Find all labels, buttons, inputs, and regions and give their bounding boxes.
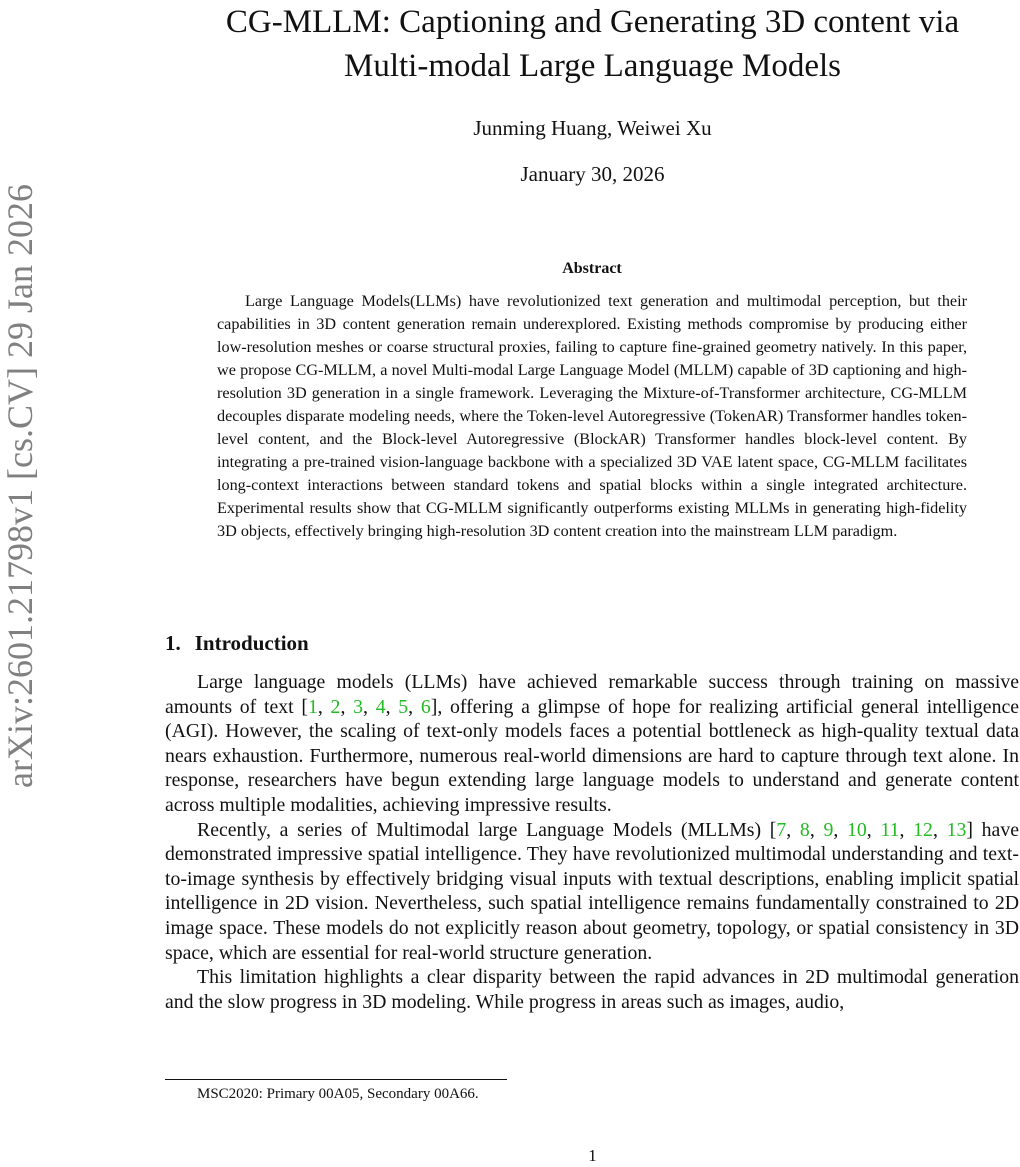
section-number: 1. [165,631,181,655]
citation-link[interactable]: 8 [799,818,810,841]
paragraph-3: This limitation highlights a clear disparity between the rapid advances in 2D multimodal generation and the slow progress in 3D modeling. While progress in areas such as images, audio, [165,966,1019,1013]
body-text [165,670,1019,1014]
citation-link[interactable]: 9 [823,818,834,841]
citation-separator: , [786,818,800,841]
citation-link[interactable]: 6 [420,695,431,718]
citation-link[interactable]: 10 [847,818,867,841]
paragraph-1 [165,670,1019,818]
citation-separator: , [866,818,881,841]
citation-link[interactable]: 7 [776,818,787,841]
paragraph-2 [165,818,1019,966]
section-title: Introduction [194,631,309,655]
citation-separator: , [899,818,914,841]
paragraph-text: Large language models (LLMs) have achieved remarkable success through training on massive amounts of text [ [165,671,1019,718]
title-line-1: CG-MLLM: Captioning and Generating 3D content via [225,4,960,40]
footnote: MSC2020: Primary 00A05, Secondary 00A66. [197,1086,479,1102]
citation-link[interactable]: 1 [307,695,318,718]
page-number: 1 [588,1146,597,1165]
paragraph-text: ], offering a glimpse of hope for realizing artificial general intelligence (AGI). However, the scaling of text-only models faces a potential bottleneck as high-quality textual data nears exhaustion. Furthermore, numerous real-world dimensions are hard to capture through text alone. In response, researchers have begun extending large language models to understand and generate content across multiple modalities, achieving impressive results. [165,695,1020,816]
footnote-rule [165,1079,507,1080]
author-list: Junming Huang, Weiwei Xu [473,116,712,140]
arxiv-identifier: arXiv:2601.21798v1 [cs.CV] 29 Jan 2026 [0,184,40,788]
citation-separator: , [340,695,354,718]
citation-link[interactable]: 4 [375,695,386,718]
title-line-2: Multi-modal Large Language Models [343,48,841,84]
citation-separator: , [363,695,376,718]
citation-link[interactable]: 5 [398,695,409,718]
citation-link[interactable]: 13 [946,818,967,841]
abstract-heading: Abstract [562,260,622,277]
paper-title [165,0,1020,88]
citation-link[interactable]: 12 [913,818,933,841]
citation-separator: , [833,818,848,841]
paragraph-text: ] have demonstrated impressive spatial intelligence. They have revolutionized multimodal understanding and text-to-image synthesis by effectively bridging visual inputs with textual descriptions, enabling implicit spatial intelligence in 2D vision. Nevertheless, such spatial intelligence remains fundamentally constrained to 2D image space. These models do not explicitly reason about geometry, topology, or spatial consistency in 3D space, which are essential for real-world structure generation. [165,818,1020,964]
abstract-text: Large Language Models(LLMs) have revolutionized text generation and multimodal perception, but their capabilities in 3D content generation remain underexplored. Existing methods compromise by producing either low-resolution meshes or coarse structural proxies, failing to capture fine-grained geometry natively. In this paper, we propose CG-MLLM, a novel Multi-modal Large Language Model (MLLM) capable of 3D captioning and high-resolution 3D generation in a single framework. Leveraging the Mixture-of-Transformer architecture, CG-MLLM decouples disparate modeling needs, where the Token-level Autoregressive (TokenAR) Transformer handles token-level content, and the Block-level Autoregressive (BlockAR) Transformer handles block-level content. By integrating a pre-trained vision-language backbone with a specialized 3D VAE latent space, CG-MLLM facilitates long-context interactions between standard tokens and spatial blocks within a single integrated architecture. Experimental results show that CG-MLLM significantly outperforms existing MLLMs in generating high-fidelity 3D objects, effectively bringing high-resolution 3D content creation into the mainstream LLM paradigm. [217,292,967,540]
citation-link[interactable]: 2 [330,695,341,718]
citation-link[interactable]: 11 [880,818,900,841]
citation-separator: , [317,695,331,718]
citation-link[interactable]: 3 [353,695,364,718]
section-heading [165,628,309,658]
citation-separator: , [408,695,421,718]
citation-separator: , [932,818,947,841]
publication-date: January 30, 2026 [520,162,665,186]
citation-separator: , [809,818,824,841]
citation-separator: , [385,695,399,718]
paragraph-text: Recently, a series of Multimodal large Language Models (MLLMs) [ [197,818,777,841]
